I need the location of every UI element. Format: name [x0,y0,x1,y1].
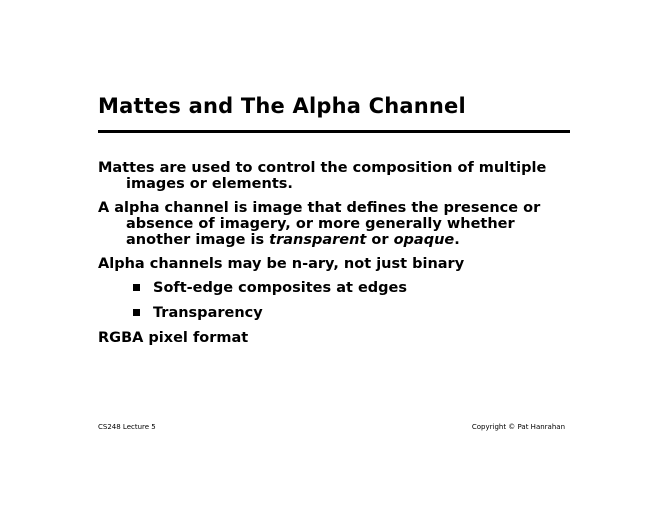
alpha-channel-text-end: . [454,232,460,248]
opaque-emphasis: opaque [393,232,455,248]
bullet-soft-edge-label: Soft-edge composites at edges [153,280,408,296]
bullet-transparency-label: Transparency [153,305,263,321]
footer-copyright: Copyright © Pat Hanrahan [471,423,565,431]
paragraph-rgba: RGBA pixel format [98,330,249,346]
slide-title: Mattes and The Alpha Channel [98,94,466,118]
slide-body [98,160,578,354]
title-rule [98,130,570,133]
paragraph-alpha-channel [98,200,578,248]
square-bullet-icon [133,284,140,291]
alpha-channel-text-middle: or [366,232,394,248]
paragraph-n-ary: Alpha channels may be n-ary, not just binary [98,256,465,272]
bullet-soft-edge [98,280,578,296]
transparent-emphasis: transparent [269,232,367,248]
footer-course: CS248 Lecture 5 [98,423,156,431]
paragraph-mattes: Mattes are used to control the composition of multiple images or elements. [98,160,547,192]
bullet-transparency [98,305,578,321]
alpha-channel-text-start: A alpha channel is image that defines the presence or absence of imagery, or more generally whether another image is [98,200,541,248]
square-bullet-icon [133,309,140,316]
